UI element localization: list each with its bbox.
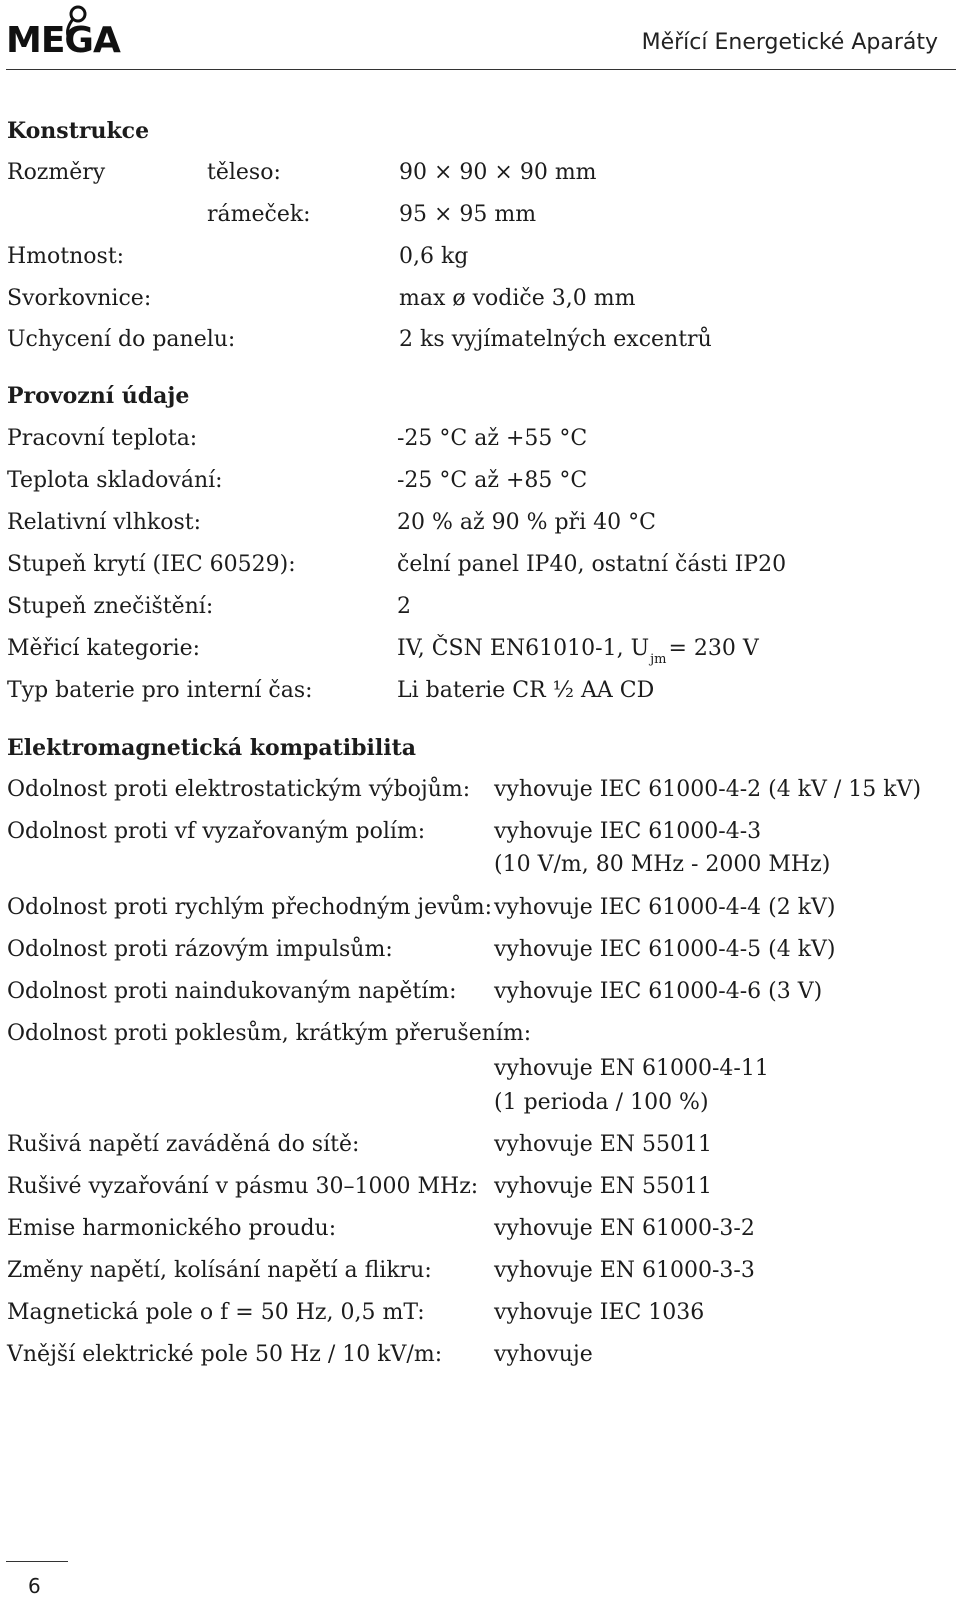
row-value: vyhovuje EN 61000-4-11 xyxy=(494,1056,769,1081)
row-label: Hmotnost: xyxy=(7,244,125,269)
value-tail: = 230 V xyxy=(668,636,759,661)
row-value: vyhovuje EN 55011 xyxy=(494,1132,712,1157)
row-value: vyhovuje IEC 61000-4-4 (2 kV) xyxy=(494,895,836,920)
row-label: Magnetická pole o f = 50 Hz, 0,5 mT: xyxy=(7,1300,425,1325)
row-value: -25 °C až +55 °C xyxy=(397,426,588,451)
row-label: Rušivá napětí zaváděná do sítě: xyxy=(7,1132,360,1157)
row-sublabel: rámeček: xyxy=(207,202,311,227)
row-label: Stupeň krytí (IEC 60529): xyxy=(7,552,296,577)
row-label: Odolnost proti rázovým impulsům: xyxy=(7,937,393,962)
row-label: Odolnost proti rychlým přechodným jevům: xyxy=(7,895,493,920)
page-number: 6 xyxy=(28,1574,41,1598)
row-label: Odolnost proti vf vyzařovaným polím: xyxy=(7,819,426,844)
mega-logo xyxy=(6,2,120,61)
row-value: 2 xyxy=(397,594,411,619)
row-value-continuation: (1 perioda / 100 %) xyxy=(494,1090,709,1115)
row-label: Rušivé vyzařování v pásmu 30–1000 MHz: xyxy=(7,1174,479,1199)
row-value: 95 × 95 mm xyxy=(399,202,537,227)
row-value: -25 °C až +85 °C xyxy=(397,468,588,493)
row-value-continuation: (10 V/m, 80 MHz - 2000 MHz) xyxy=(494,852,831,877)
row-label: Svorkovnice: xyxy=(7,286,152,311)
row-label: Emise harmonického proudu: xyxy=(7,1216,337,1241)
row-label: Vnější elektrické pole 50 Hz / 10 kV/m: xyxy=(7,1342,443,1367)
row-value: Li baterie CR ½ AA CD xyxy=(397,678,655,703)
value-subscript: jm xyxy=(650,652,667,667)
header-tagline: Měřící Energetické Aparáty xyxy=(641,30,938,55)
page-header xyxy=(0,0,960,72)
row-value: 90 × 90 × 90 mm xyxy=(399,160,597,185)
row-value: čelní panel IP40, ostatní části IP20 xyxy=(397,552,787,577)
row-label: Rozměry xyxy=(7,160,106,185)
row-value: vyhovuje EN 55011 xyxy=(494,1174,712,1199)
row-value: vyhovuje IEC 1036 xyxy=(494,1300,705,1325)
section-heading-emc: Elektromagnetická kompatibilita xyxy=(7,735,416,761)
footer-rule xyxy=(6,1561,68,1562)
row-label: Měřicí kategorie: xyxy=(7,636,201,661)
row-value: 0,6 kg xyxy=(399,244,469,269)
row-value: vyhovuje IEC 61000-4-3 xyxy=(494,819,762,844)
row-label: Typ baterie pro interní čas: xyxy=(7,678,313,703)
row-label: Změny napětí, kolísání napětí a flikru: xyxy=(7,1258,432,1283)
row-label: Odolnost proti poklesům, krátkým přerušením: xyxy=(7,1021,532,1046)
row-label: Uchycení do panelu: xyxy=(7,327,236,352)
row-value: vyhovuje IEC 61000-4-6 (3 V) xyxy=(494,979,823,1004)
row-label: Odolnost proti naindukovaným napětím: xyxy=(7,979,457,1004)
row-value: vyhovuje IEC 61000-4-5 (4 kV) xyxy=(494,937,836,962)
row-value: 20 % až 90 % při 40 °C xyxy=(397,510,656,535)
section-heading-provozni: Provozní údaje xyxy=(7,383,190,409)
row-label: Relativní vlhkost: xyxy=(7,510,201,535)
row-label: Odolnost proti elektrostatickým výbojům: xyxy=(7,777,471,802)
row-label: Teplota skladování: xyxy=(7,468,223,493)
row-label: Stupeň znečištění: xyxy=(7,594,214,619)
row-value: vyhovuje xyxy=(494,1342,593,1367)
section-heading-konstrukce: Konstrukce xyxy=(7,118,150,144)
row-sublabel: těleso: xyxy=(207,160,281,185)
row-value: vyhovuje IEC 61000-4-2 (4 kV / 15 kV) xyxy=(494,777,922,802)
header-rule xyxy=(6,69,956,70)
row-value: 2 ks vyjímatelných excentrů xyxy=(399,327,712,352)
value-main: IV, ČSN EN61010-1, U xyxy=(397,636,650,661)
row-value xyxy=(397,636,759,665)
row-value: vyhovuje EN 61000-3-2 xyxy=(494,1216,755,1241)
row-value: max ø vodiče 3,0 mm xyxy=(399,286,636,311)
row-value: vyhovuje EN 61000-3-3 xyxy=(494,1258,755,1283)
row-label: Pracovní teplota: xyxy=(7,426,198,451)
logo-text: MEGA xyxy=(6,20,120,61)
